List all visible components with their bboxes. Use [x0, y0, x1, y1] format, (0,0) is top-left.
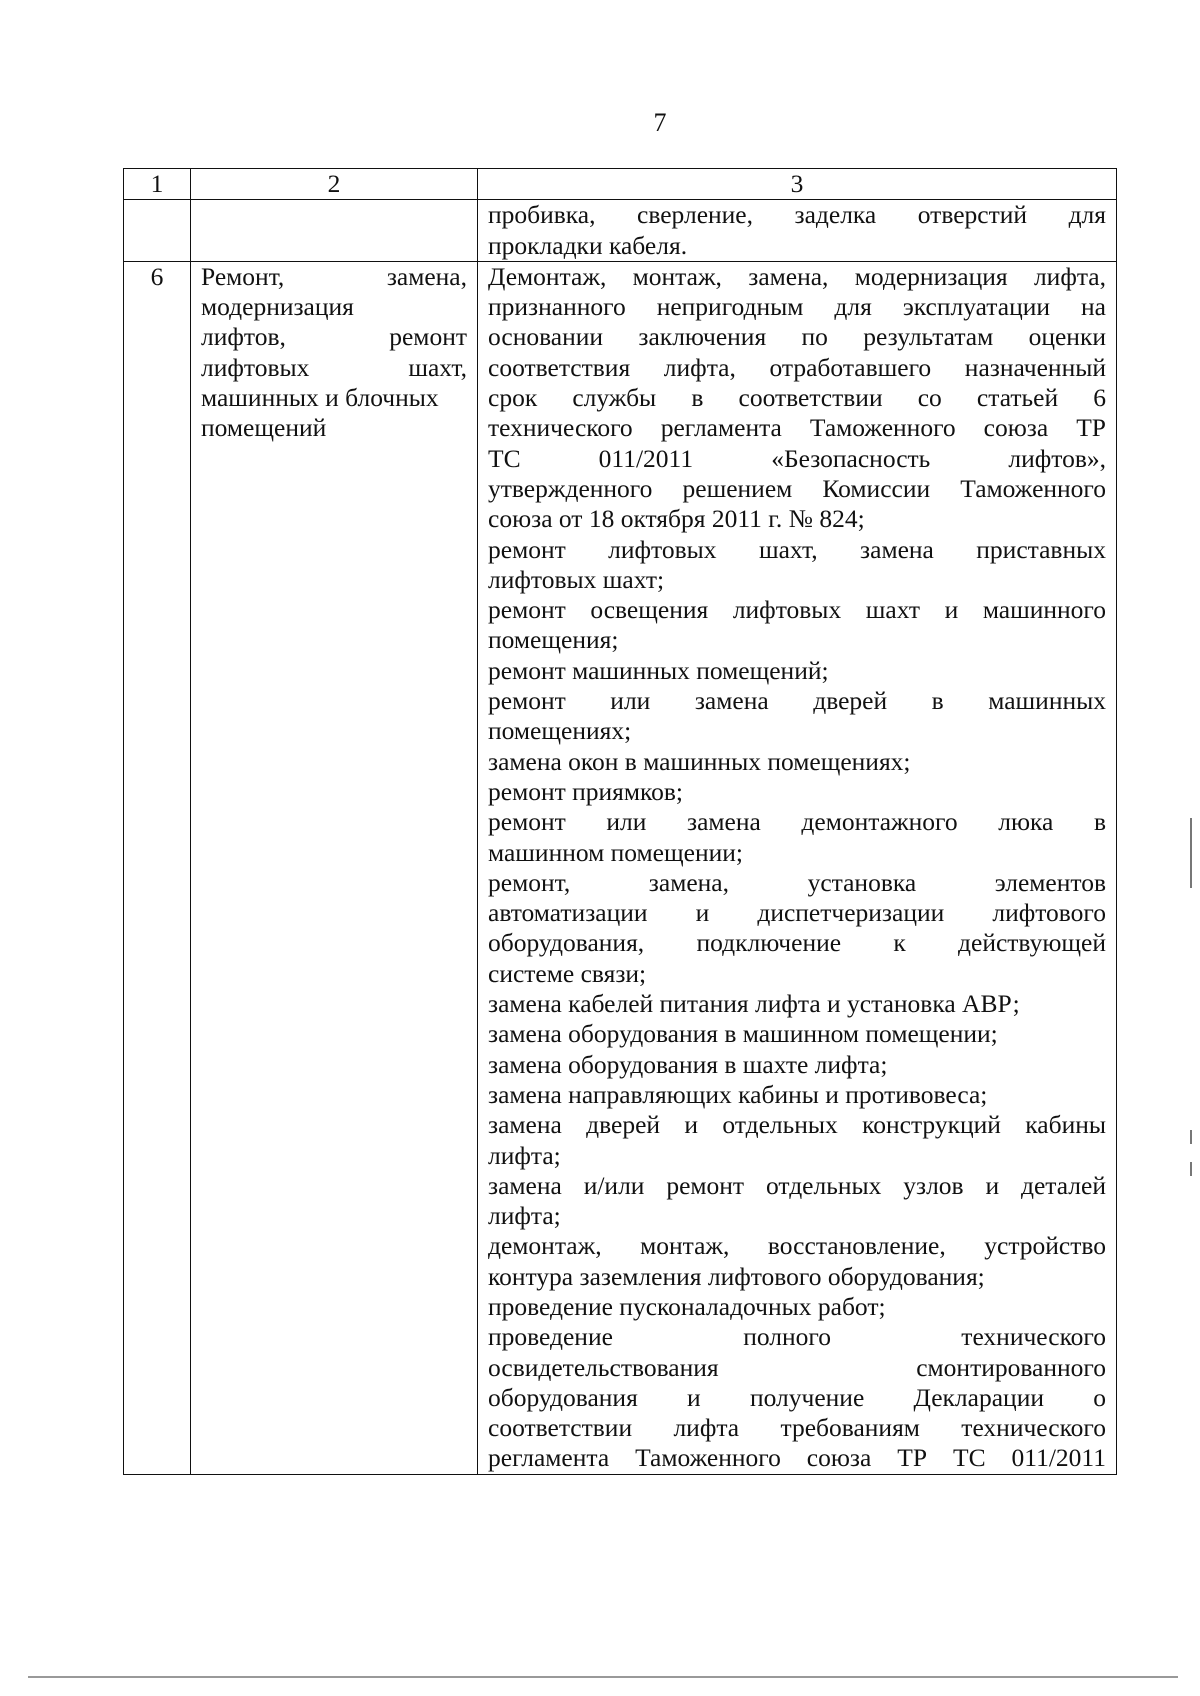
content-line: основании заключения по результатам оценки	[488, 322, 1106, 352]
content-line: освидетельствования смонтированного	[488, 1352, 1106, 1382]
content-line: ремонт, замена, установка элементов	[488, 867, 1106, 897]
content-line: соответствия лифта, отработавшего назначенный	[488, 352, 1106, 382]
content-line: прокладки кабеля.	[488, 230, 688, 260]
content-line: проведение пусконаладочных работ;	[488, 1291, 886, 1321]
content-line: замена направляющих кабины и противовеса;	[488, 1079, 988, 1109]
header-col-1: 1	[124, 169, 191, 200]
content-line: лифта;	[488, 1140, 561, 1170]
content-line: соответствии лифта требованиям технического	[488, 1413, 1106, 1443]
scan-side-mark	[1190, 1130, 1192, 1144]
content-line: признанного непригодным для эксплуатации на	[488, 292, 1106, 322]
content-line: ремонт освещения лифтовых шахт и машинного	[488, 595, 1106, 625]
row-number: 6	[124, 261, 191, 1474]
row-number	[124, 200, 191, 262]
content-line: оборудования, подключение к действующей	[488, 928, 1106, 958]
content-line: утвержденного решением Комиссии Таможенного	[488, 473, 1106, 503]
scan-side-mark	[1190, 818, 1192, 888]
row-title	[191, 200, 478, 262]
content-line: демонтаж, монтаж, восстановление, устройство	[488, 1231, 1106, 1261]
content-line: проведение полного технического	[488, 1322, 1106, 1352]
row-content	[478, 200, 1117, 262]
content-line: пробивка, сверление, заделка отверстий для	[488, 200, 1106, 230]
content-line: автоматизации и диспетчеризации лифтового	[488, 898, 1106, 928]
content-line: помещения;	[488, 625, 619, 655]
content-line: помещениях;	[488, 716, 632, 746]
page-number: 7	[653, 108, 667, 137]
content-line: ремонт лифтовых шахт, замена приставных	[488, 534, 1106, 564]
content-line: ремонт приямков;	[488, 776, 683, 806]
header-col-3: 3	[478, 169, 1117, 200]
content-line: срок службы в соответствии со статьей 6	[488, 383, 1106, 413]
content-line: технического регламента Таможенного союза ТР	[488, 413, 1106, 443]
content-line: замена окон в машинных помещениях;	[488, 746, 911, 776]
row-content	[478, 261, 1117, 1474]
table-header-row	[124, 169, 1117, 200]
header-col-2: 2	[191, 169, 478, 200]
content-line: машинном помещении;	[488, 837, 743, 867]
content-line: контура заземления лифтового оборудования;	[488, 1261, 985, 1291]
title-line: лифтовых шахт,	[201, 352, 467, 382]
content-line: ремонт или замена дверей в машинных	[488, 686, 1106, 716]
content-line: лифта;	[488, 1201, 561, 1231]
content-line: замена и/или ремонт отдельных узлов и деталей	[488, 1170, 1106, 1200]
title-line: модернизация	[201, 292, 354, 322]
content-line: регламента Таможенного союза ТР ТС 011/2011	[488, 1443, 1106, 1473]
title-line: Ремонт, замена,	[201, 261, 467, 291]
content-line: замена дверей и отдельных конструкций кабины	[488, 1110, 1106, 1140]
title-line: машинных и блочных	[201, 383, 439, 413]
content-line: союза от 18 октября 2011 г. № 824;	[488, 504, 865, 534]
content-line: ремонт или замена демонтажного люка в	[488, 807, 1106, 837]
content-line: замена кабелей питания лифта и установка АВР;	[488, 989, 1020, 1019]
works-table	[123, 168, 1117, 1475]
title-line: помещений	[201, 413, 327, 443]
table-row-continuation	[124, 200, 1117, 262]
title-line: лифтов, ремонт	[201, 322, 467, 352]
content-line: лифтовых шахт;	[488, 564, 665, 594]
scan-edge-line	[28, 1676, 1178, 1678]
content-line: замена оборудования в шахте лифта;	[488, 1049, 888, 1079]
scan-side-mark	[1190, 1162, 1192, 1176]
content-line: оборудования и получение Декларации о	[488, 1382, 1106, 1412]
content-line: Демонтаж, монтаж, замена, модернизация лифта,	[488, 261, 1106, 291]
table-row-6	[124, 261, 1117, 1474]
content-line: системе связи;	[488, 958, 647, 988]
content-line: ремонт машинных помещений;	[488, 655, 829, 685]
content-line: замена оборудования в машинном помещении;	[488, 1019, 998, 1049]
row-title	[191, 261, 478, 1474]
content-line: ТС 011/2011 «Безопасность лифтов»,	[488, 443, 1106, 473]
